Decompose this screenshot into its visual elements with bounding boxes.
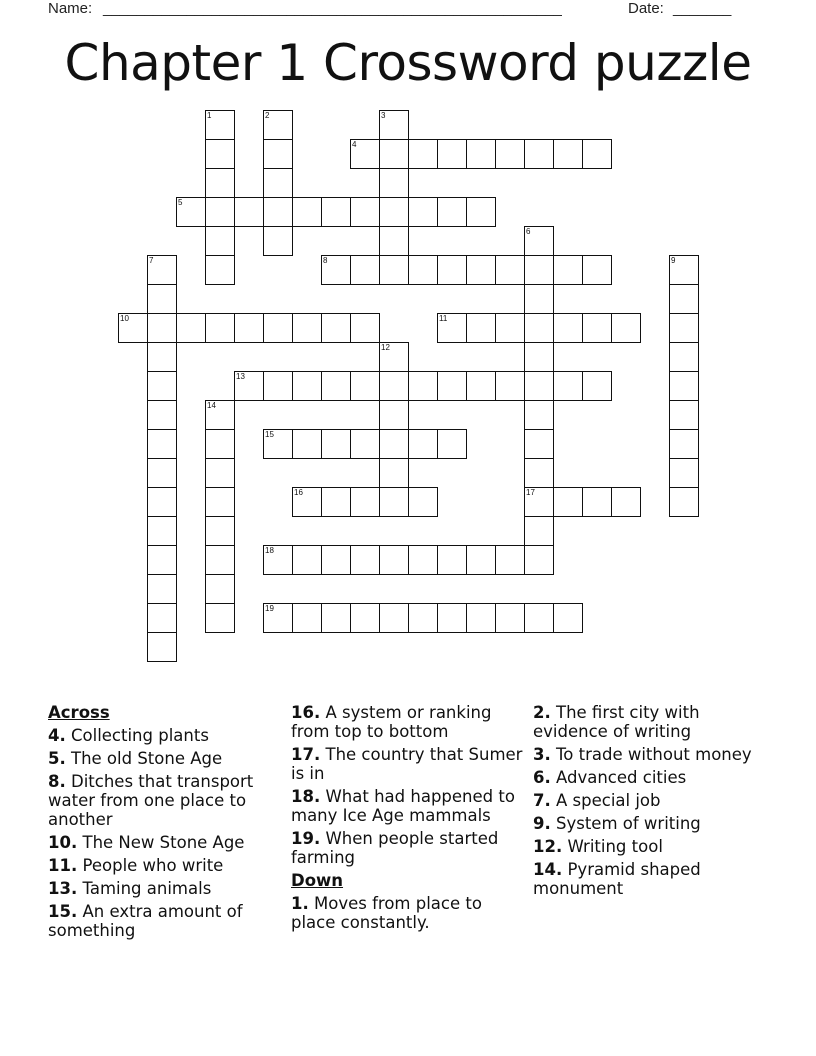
grid-cell[interactable] [524,487,554,517]
grid-cell[interactable] [147,545,177,575]
page-title: Chapter 1 Crossword puzzle [64,34,752,92]
grid-cell[interactable] [582,255,612,285]
clue-text: Ditches that transport water from one place to another [48,772,254,829]
grid-cell[interactable] [350,371,380,401]
clue-number-label: 19 [265,604,274,613]
grid-cell[interactable] [379,458,409,488]
clue-number: 3. [533,745,551,764]
grid-cell[interactable] [437,197,467,227]
grid-cell[interactable] [147,429,177,459]
grid-cell[interactable] [292,603,322,633]
clue-text: Writing tool [567,837,663,856]
clue-number-label: 10 [120,314,129,323]
grid-cell[interactable] [147,632,177,662]
grid-cell[interactable] [379,603,409,633]
grid-cell[interactable] [321,197,351,227]
grid-cell[interactable] [437,429,467,459]
grid-cell[interactable] [495,313,525,343]
clue-text: The first city with evidence of writing [533,703,700,741]
grid-cell[interactable] [553,603,583,633]
grid-cell[interactable] [669,371,699,401]
clue-text: Moves from place to place constantly. [291,894,482,932]
grid-cell[interactable] [466,197,496,227]
grid-cell[interactable] [205,400,235,430]
grid-cell[interactable] [611,487,641,517]
clue-across-11 [48,856,283,875]
name-blank-line[interactable]: _______________________________________________________ [103,0,562,17]
grid-cell[interactable] [379,197,409,227]
grid-cell[interactable] [408,139,438,169]
grid-cell[interactable] [379,429,409,459]
clue-number: 17. [291,745,321,764]
grid-cell[interactable] [263,226,293,256]
grid-cell[interactable] [350,255,380,285]
grid-cell[interactable] [379,139,409,169]
clue-down-6 [533,768,768,787]
grid-cell[interactable] [408,429,438,459]
clue-number-label: 16 [294,488,303,497]
grid-cell[interactable] [205,110,235,140]
clue-text: Taming animals [82,879,212,898]
grid-cell[interactable] [495,139,525,169]
grid-cell[interactable] [205,516,235,546]
clue-column-1 [48,703,283,944]
grid-cell[interactable] [234,313,264,343]
clue-text: The old Stone Age [71,749,223,768]
clue-across-8 [48,772,283,829]
clue-number-label: 15 [265,430,274,439]
grid-cell[interactable] [437,545,467,575]
grid-cell[interactable] [263,313,293,343]
grid-cell[interactable] [582,313,612,343]
grid-cell[interactable] [205,487,235,517]
grid-cell[interactable] [205,574,235,604]
grid-cell[interactable] [147,603,177,633]
clue-number: 2. [533,703,551,722]
grid-cell[interactable] [553,313,583,343]
grid-cell[interactable] [437,139,467,169]
clue-number: 1. [291,894,309,913]
grid-cell[interactable] [321,371,351,401]
grid-cell[interactable] [263,371,293,401]
clue-text: People who write [82,856,224,875]
clue-number: 16. [291,703,321,722]
grid-cell[interactable] [147,313,177,343]
grid-cell[interactable] [205,429,235,459]
grid-cell[interactable] [379,371,409,401]
clue-number-label: 14 [207,401,216,410]
date-blank-line[interactable]: _______ [673,0,732,17]
clue-across-5 [48,749,283,768]
grid-cell[interactable] [582,487,612,517]
clue-number: 6. [533,768,551,787]
grid-cell[interactable] [437,255,467,285]
grid-cell[interactable] [147,284,177,314]
grid-cell[interactable] [669,429,699,459]
grid-cell[interactable] [466,371,496,401]
clue-number: 14. [533,860,563,879]
clue-column-2 [291,703,526,936]
clue-number-label: 2 [265,111,270,120]
clue-number: 8. [48,772,66,791]
grid-cell[interactable] [234,197,264,227]
clue-number: 12. [533,837,563,856]
clue-number: 9. [533,814,551,833]
clue-number: 18. [291,787,321,806]
grid-cell[interactable] [205,168,235,198]
grid-cell[interactable] [582,371,612,401]
clue-down-1 [291,894,526,932]
grid-cell[interactable] [582,139,612,169]
clue-down-14 [533,860,768,898]
down-heading: Down [291,871,344,890]
grid-cell[interactable] [147,400,177,430]
grid-cell[interactable] [437,603,467,633]
clue-text: What had happened to many Ice Age mammals [291,787,515,825]
grid-cell[interactable] [379,226,409,256]
grid-cell[interactable] [495,255,525,285]
clue-number-label: 4 [352,140,357,149]
grid-cell[interactable] [350,197,380,227]
clue-number-label: 18 [265,546,274,555]
grid-cell[interactable] [524,139,554,169]
across-heading: Across [48,703,110,722]
grid-cell[interactable] [350,487,380,517]
grid-cell[interactable] [205,255,235,285]
clue-number: 11. [48,856,78,875]
clue-text: Pyramid shaped monument [533,860,701,898]
grid-cell[interactable] [524,516,554,546]
clue-down-3 [533,745,768,764]
clue-number-label: 5 [178,198,183,207]
clue-column-3 [533,703,768,902]
grid-cell[interactable] [321,545,351,575]
clue-number-label: 11 [439,314,448,323]
grid-cell[interactable] [408,487,438,517]
grid-cell[interactable] [205,545,235,575]
clue-text: Collecting plants [71,726,209,745]
grid-cell[interactable] [524,226,554,256]
grid-cell[interactable] [553,487,583,517]
clue-number-label: 12 [381,343,390,352]
grid-cell[interactable] [263,110,293,140]
grid-cell[interactable] [669,255,699,285]
grid-cell[interactable] [292,429,322,459]
grid-cell[interactable] [495,371,525,401]
clue-across-4 [48,726,283,745]
grid-cell[interactable] [524,371,554,401]
clue-down-2 [533,703,768,741]
grid-cell[interactable] [669,400,699,430]
grid-cell[interactable] [321,255,351,285]
grid-cell[interactable] [147,342,177,372]
grid-cell[interactable] [495,603,525,633]
grid-cell[interactable] [205,603,235,633]
grid-cell[interactable] [350,429,380,459]
clue-across-13 [48,879,283,898]
grid-cell[interactable] [524,545,554,575]
grid-cell[interactable] [263,603,293,633]
clue-number: 13. [48,879,78,898]
grid-cell[interactable] [147,487,177,517]
grid-cell[interactable] [466,255,496,285]
grid-cell[interactable] [524,255,554,285]
grid-cell[interactable] [147,255,177,285]
grid-cell[interactable] [437,313,467,343]
grid-cell[interactable] [176,197,206,227]
grid-cell[interactable] [466,313,496,343]
clue-number: 10. [48,833,78,852]
grid-cell[interactable] [524,284,554,314]
grid-cell[interactable] [234,371,264,401]
clue-number: 4. [48,726,66,745]
grid-cell[interactable] [263,168,293,198]
grid-cell[interactable] [379,545,409,575]
clue-text: The New Stone Age [82,833,245,852]
grid-cell[interactable] [350,545,380,575]
grid-cell[interactable] [495,545,525,575]
date-label: Date: [628,0,664,17]
clue-text: The country that Sumer is in [291,745,523,783]
clue-across-17 [291,745,526,783]
clue-down-9 [533,814,768,833]
clue-number: 5. [48,749,66,768]
clue-number-label: 8 [323,256,328,265]
grid-cell[interactable] [524,429,554,459]
clue-text: A system or ranking from top to bottom [291,703,492,741]
grid-cell[interactable] [408,603,438,633]
grid-cell[interactable] [611,313,641,343]
grid-cell[interactable] [669,284,699,314]
clue-number: 19. [291,829,321,848]
grid-cell[interactable] [408,197,438,227]
clue-down-7 [533,791,768,810]
clue-across-10 [48,833,283,852]
clue-number-label: 13 [236,372,245,381]
grid-cell[interactable] [669,458,699,488]
clue-number-label: 3 [381,111,386,120]
grid-cell[interactable] [350,603,380,633]
grid-cell[interactable] [669,487,699,517]
grid-cell[interactable] [466,545,496,575]
clue-number-label: 17 [526,488,535,497]
clue-number-label: 7 [149,256,154,265]
grid-cell[interactable] [553,371,583,401]
clue-text: Advanced cities [556,768,687,787]
grid-cell[interactable] [350,313,380,343]
grid-cell[interactable] [379,168,409,198]
grid-cell[interactable] [408,545,438,575]
grid-cell[interactable] [379,342,409,372]
grid-cell[interactable] [263,545,293,575]
grid-cell[interactable] [292,197,322,227]
grid-cell[interactable] [379,400,409,430]
grid-cell[interactable] [147,458,177,488]
clue-across-16 [291,703,526,741]
grid-cell[interactable] [205,139,235,169]
grid-cell[interactable] [350,139,380,169]
grid-cell[interactable] [263,139,293,169]
header-line [48,0,748,20]
grid-cell[interactable] [466,139,496,169]
grid-cell[interactable] [118,313,148,343]
clue-text: To trade without money [556,745,752,764]
name-label: Name: [48,0,93,17]
grid-cell[interactable] [263,429,293,459]
grid-cell[interactable] [524,603,554,633]
grid-cell[interactable] [553,139,583,169]
grid-cell[interactable] [205,226,235,256]
clue-across-15 [48,902,283,940]
grid-cell[interactable] [292,487,322,517]
grid-cell[interactable] [379,487,409,517]
grid-cell[interactable] [147,371,177,401]
grid-cell[interactable] [321,313,351,343]
grid-cell[interactable] [466,603,496,633]
grid-cell[interactable] [147,574,177,604]
grid-cell[interactable] [524,313,554,343]
clue-across-18 [291,787,526,825]
clue-number-label: 6 [526,227,531,236]
grid-cell[interactable] [669,313,699,343]
clue-text: An extra amount of something [48,902,243,940]
grid-cell[interactable] [524,342,554,372]
grid-cell[interactable] [321,603,351,633]
clue-down-12 [533,837,768,856]
clue-number: 15. [48,902,78,921]
grid-cell[interactable] [292,313,322,343]
grid-cell[interactable] [408,371,438,401]
clue-text: When people started farming [291,829,499,867]
grid-cell[interactable] [524,458,554,488]
clue-number: 7. [533,791,551,810]
grid-cell[interactable] [408,255,438,285]
grid-cell[interactable] [379,110,409,140]
clue-text: A special job [556,791,661,810]
grid-cell[interactable] [147,516,177,546]
grid-cell[interactable] [205,313,235,343]
grid-cell[interactable] [524,400,554,430]
grid-cell[interactable] [176,313,206,343]
grid-cell[interactable] [437,371,467,401]
clue-across-19 [291,829,526,867]
grid-cell[interactable] [205,197,235,227]
grid-cell[interactable] [292,545,322,575]
grid-cell[interactable] [263,197,293,227]
grid-cell[interactable] [669,342,699,372]
clue-number-label: 9 [671,256,676,265]
clue-number-label: 1 [207,111,212,120]
grid-cell[interactable] [379,255,409,285]
grid-cell[interactable] [553,255,583,285]
grid-cell[interactable] [205,458,235,488]
grid-cell[interactable] [321,429,351,459]
clue-text: System of writing [556,814,701,833]
grid-cell[interactable] [321,487,351,517]
grid-cell[interactable] [292,371,322,401]
